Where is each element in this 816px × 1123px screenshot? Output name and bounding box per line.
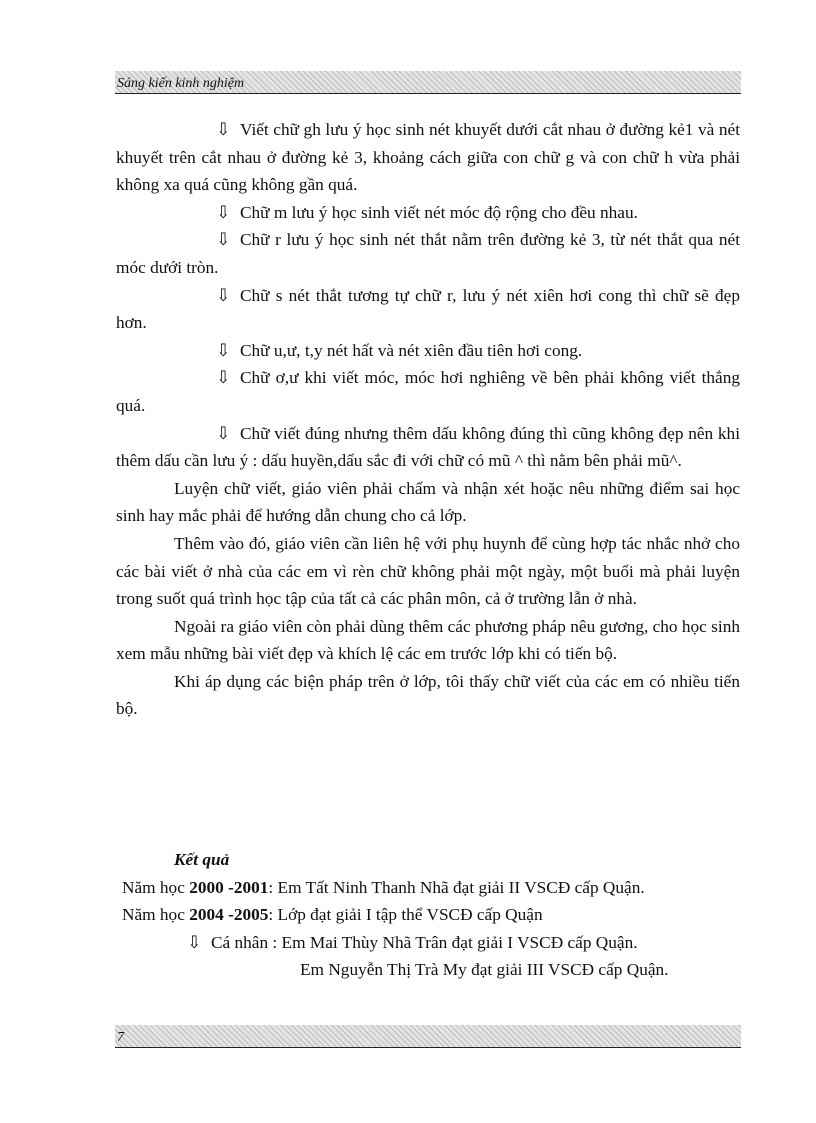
result-year: 2000 -2001	[189, 877, 269, 897]
results-section	[116, 846, 740, 984]
paragraph: Luyện chữ viết, giáo viên phải chấm và nhận xét hoặc nêu những điểm sai học sinh hay mắc phải để hướng dẫn chung cho cả lớp.	[116, 478, 740, 526]
individual-line	[116, 929, 740, 957]
result-text: : Em Tất Ninh Thanh Nhã đạt giải II VSCĐ cấp Quận.	[268, 877, 645, 897]
bullet-text: Chữ r lưu ý học sinh nét thắt nằm trên đường kẻ 3, từ nét thắt qua nét móc dưới tròn.	[116, 230, 740, 277]
bullet-text: Chữ viết đúng nhưng thêm dấu không đúng thì cũng không đẹp nên khi thêm dấu cần lưu ý : dấu huyền,dấu sắc đi với chữ có mũ ^ thì nằm bên phải mũ^.	[116, 423, 740, 471]
bullet-item	[116, 199, 740, 227]
document-body	[116, 116, 740, 723]
bullet-item	[116, 364, 740, 419]
down-arrow-icon: ⇩	[216, 202, 231, 222]
bullet-item	[116, 226, 740, 281]
footer-bar	[115, 1025, 741, 1048]
bullet-item	[116, 116, 740, 199]
bullet-text: Chữ s nét thắt tương tự chữ r, lưu ý nét xiên hơi cong thì chữ sẽ đẹp hơn.	[116, 285, 740, 333]
individual-line-second: Em Nguyễn Thị Trà My đạt giải III VSCĐ cấp Quận.	[300, 960, 669, 980]
header-title: Sáng kiến kinh nghiệm	[117, 76, 245, 91]
paragraph: Ngoài ra giáo viên còn phải dùng thêm các phương pháp nêu gương, cho học sinh xem mẫu những bài viết đẹp và khích lệ các em trước lớp khi có tiến bộ.	[116, 616, 740, 664]
paragraph: Khi áp dụng các biện pháp trên ở lớp, tôi thấy chữ viết của các em có nhiều tiến bộ.	[116, 671, 740, 719]
individual-text: Cá nhân : Em Mai Thùy Nhã Trân đạt giải I VSCĐ cấp Quận.	[211, 932, 638, 952]
bullet-text: Viết chữ gh lưu ý học sinh nét khuyết dưới cắt nhau ở đường kẻ1 và nét khuyết trên cắt nhau ở đường kẻ 3, khoảng cách giữa con chữ g và con chữ h vừa phải không xa quá cũng không gần quá.	[116, 120, 740, 195]
bullet-item	[116, 337, 740, 365]
bullet-item	[116, 282, 740, 337]
down-arrow-icon: ⇩	[216, 423, 231, 443]
page-number: 7	[117, 1030, 124, 1045]
results-heading: Kết quả	[174, 850, 230, 869]
result-line	[116, 901, 740, 929]
down-arrow-icon: ⇩	[216, 230, 231, 250]
down-arrow-icon: ⇩	[187, 932, 202, 952]
down-arrow-icon: ⇩	[216, 285, 231, 305]
result-text: : Lớp đạt giải I tập thể VSCĐ cấp Quận	[268, 905, 543, 925]
down-arrow-icon: ⇩	[216, 340, 231, 360]
down-arrow-icon: ⇩	[216, 368, 231, 388]
result-line	[116, 874, 740, 902]
bullet-text: Chữ ơ,ư khi viết móc, móc hơi nghiêng về bên phải không viết thẳng quá.	[116, 368, 740, 415]
result-prefix: Năm học	[122, 905, 190, 925]
paragraph: Thêm vào đó, giáo viên cần liên hệ với phụ huynh để cùng hợp tác nhắc nhở cho các bài viết ở nhà của các em vì rèn chữ không phải một ngày, một buổi mà phải luyện trong suốt quá trình học tập của tất cả các phân môn, cả ở trường lẫn ở nhà.	[116, 533, 740, 609]
bullet-text: Chữ m lưu ý học sinh viết nét móc độ rộng cho đều nhau.	[240, 202, 638, 222]
down-arrow-icon: ⇩	[216, 120, 231, 139]
result-prefix: Năm học	[122, 877, 190, 897]
bullet-item	[116, 420, 740, 475]
bullet-text: Chữ u,ư, t,y nét hất và nét xiên đầu tiên hơi cong.	[240, 340, 583, 360]
result-year: 2004 -2005	[189, 905, 269, 925]
header-bar	[115, 71, 741, 94]
